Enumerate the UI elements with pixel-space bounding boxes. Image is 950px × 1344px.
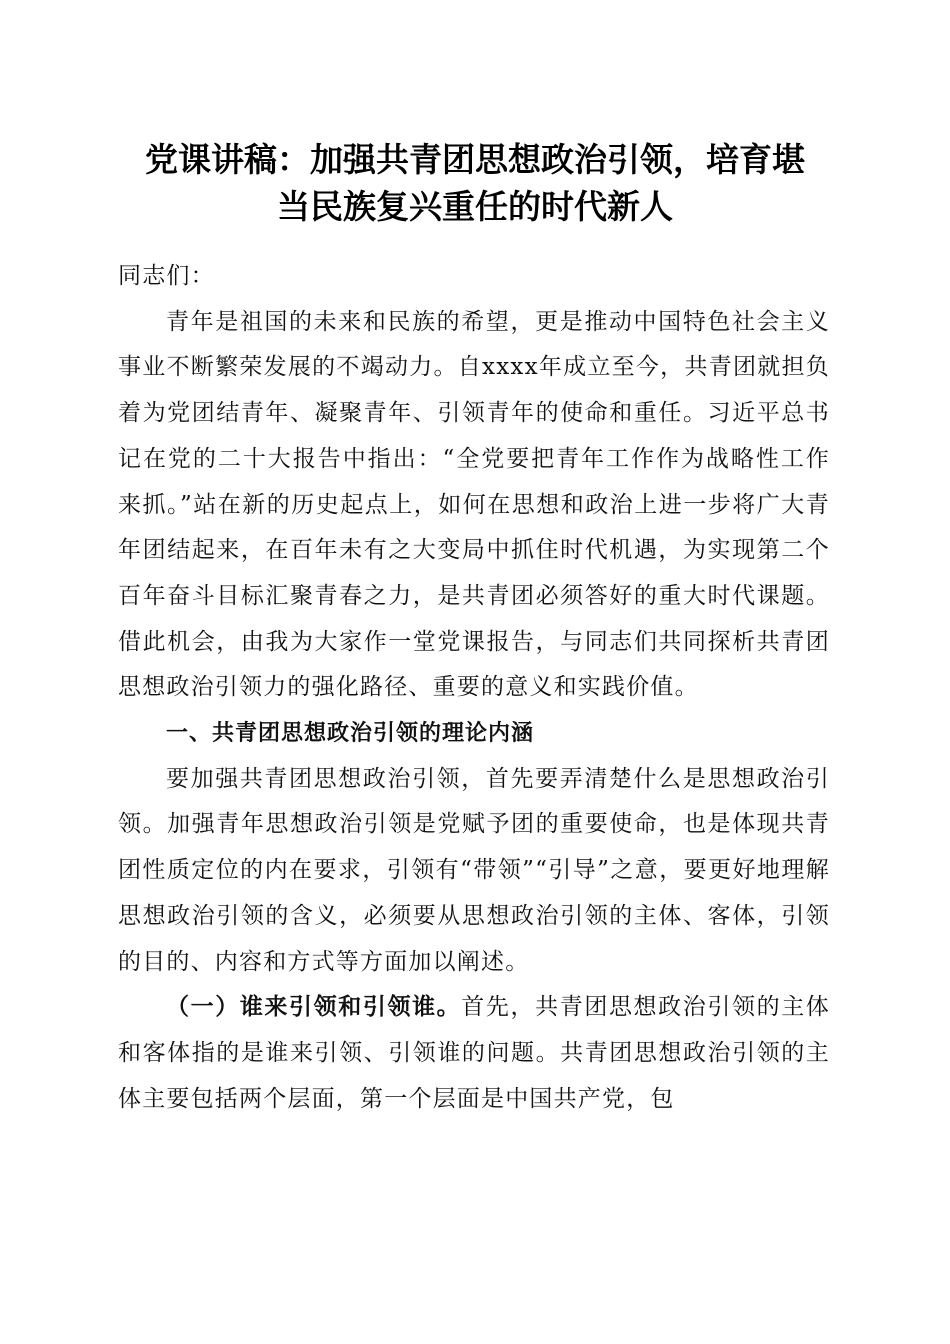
document-body [118, 254, 830, 1122]
subsection-1-body: 首先，共青团思想政治引领的主体和客体指的是谁来引领、引领谁的问题。共青团思想政治引领的主体主要包括两个层面，第一个层面是中国共产党，包 [118, 994, 831, 1112]
title-line-2: 当民族复兴重任的时代新人 [277, 187, 673, 226]
document-title [110, 136, 840, 230]
title-line-1: 党课讲稿：加强共青团思想政治引领，培育堪 [145, 140, 805, 179]
subsection-1-paragraph [118, 985, 830, 1122]
salutation: 同志们： [118, 263, 215, 289]
subsection-1-lead: （一）谁来引领和引领谁。 [166, 994, 462, 1021]
section-1-heading: 一、共青团思想政治引领的理论内涵 [166, 721, 535, 747]
section-1-paragraph: 要加强共青团思想政治引领，首先要弄清楚什么是思想政治引领。加强青年思想政治引领是党赋予团的重要使命，也是体现共青团性质定位的内在要求，引领有“带领”“引导”之意，要更好地理解思想政治引领的含义，必须要从思想政治引领的主体、客体，引领的目的、内容和方式等方面加以阐述。 [118, 765, 830, 975]
intro-paragraph: 青年是祖国的未来和民族的希望，更是推动中国特色社会主义事业不断繁荣发展的不竭动力。自xxxx年成立至今，共青团就担负着为党团结青年、凝聚青年、引领青年的使命和重任。习近平总书记在党的二十大报告中指出：“全党要把青年工作作为战略性工作来抓。”站在新的历史起点上，如何在思想和政治上进一步将广大青年团结起来，在百年未有之大变局中抓住时代机遇，为实现第二个百年奋斗目标汇聚青春之力，是共青团必须答好的重大时代课题。借此机会，由我为大家作一堂党课报告，与同志们共同探析共青团思想政治引领力的强化路径、重要的意义和实践价值。 [118, 308, 830, 701]
